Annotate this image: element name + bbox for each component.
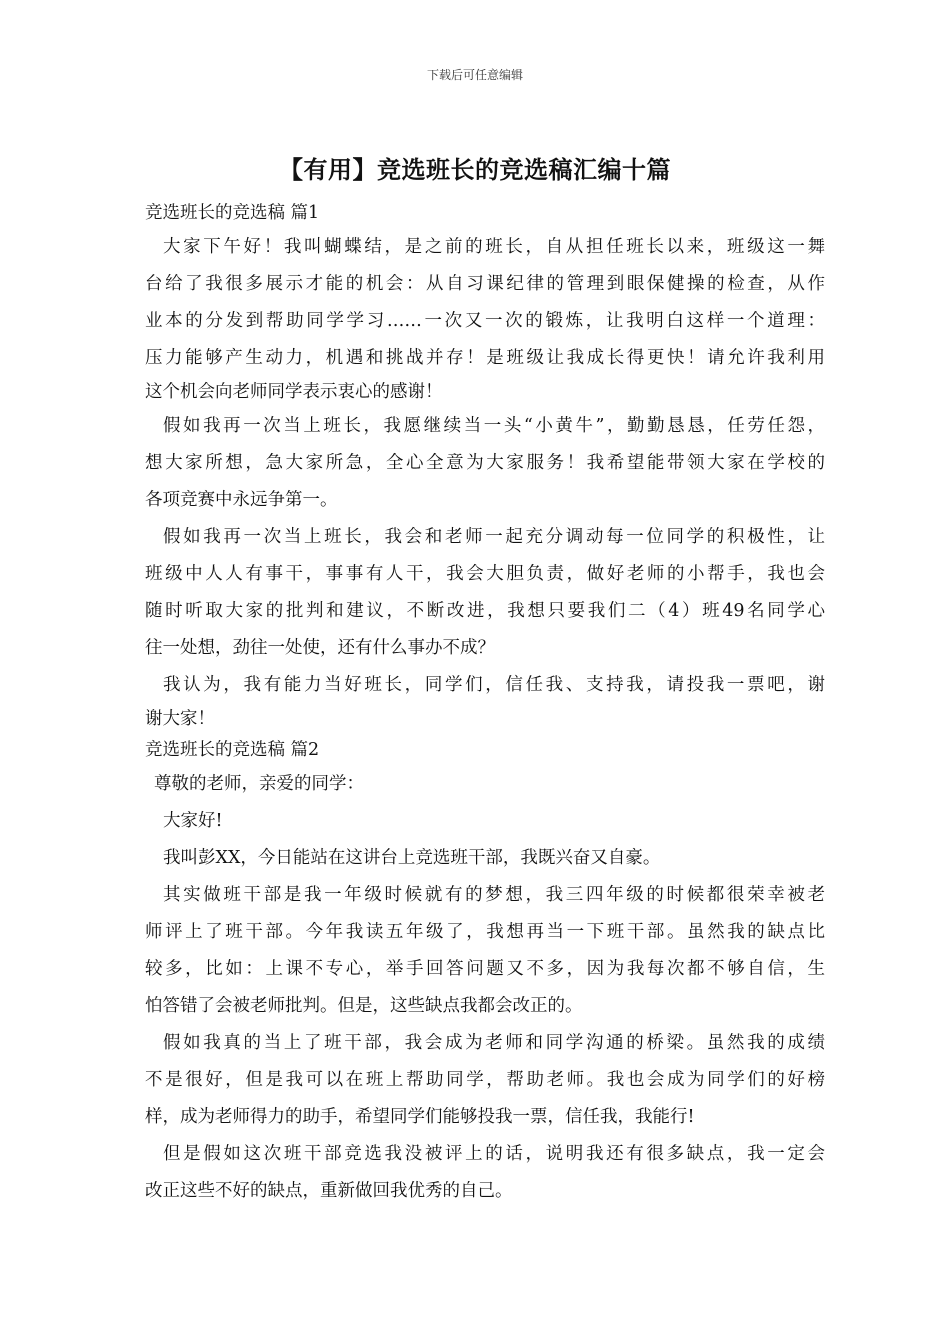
text-line: 其实做班干部是我一年级时候就有的梦想，我三四年级的时候都很荣幸被老 [163, 885, 825, 905]
text-line: 不是很好，但是我可以在班上帮助同学，帮助老师。我也会成为同学们的好榜 [145, 1070, 825, 1090]
document-body [145, 198, 825, 1210]
text-line: 但是假如这次班干部竞选我没被评上的话，说明我还有很多缺点，我一定会 [163, 1144, 825, 1164]
text-line: 师评上了班干部。今年我读五年级了，我想再当一下班干部。虽然我的缺点比 [145, 922, 825, 942]
text-line: 各项竞赛中永远争第一。 [145, 490, 338, 510]
text-line: 班级中人人有事干，事事有人干，我会大胆负责，做好老师的小帮手，我也会 [145, 564, 825, 584]
text-line: 业本的分发到帮助同学学习……一次又一次的锻炼，让我明白这样一个道理： [145, 311, 825, 331]
text-line: 尊敬的老师，亲爱的同学： [154, 774, 364, 794]
text-line: 台给了我很多展示才能的机会：从自习课纪律的管理到眼保健操的检查，从作 [145, 274, 825, 294]
text-line: 往一处想，劲往一处使，还有什么事办不成？ [145, 638, 495, 658]
text-line: 假如我再一次当上班长，我愿继续当一头“小黄牛”，勤勤恳恳，任劳任怨， [163, 416, 825, 436]
text-line: 假如我真的当上了班干部，我会成为老师和同学沟通的桥梁。虽然我的成绩 [163, 1033, 825, 1053]
text-line: 这个机会向老师同学表示衷心的感谢！ [145, 382, 443, 402]
text-line: 我叫彭XX，今日能站在这讲台上竞选班干部，我既兴奋又自豪。 [163, 848, 661, 868]
text-line: 大家好! [163, 811, 223, 831]
text-line: 想大家所想，急大家所急，全心全意为大家服务！我希望能带领大家在学校的 [145, 453, 825, 473]
text-line: 假如我再一次当上班长，我会和老师一起充分调动每一位同学的积极性，让 [163, 527, 825, 547]
text-line: 怕答错了会被老师批判。但是，这些缺点我都会改正的。 [145, 996, 583, 1016]
document-title: 【有用】竞选班长的竞选稿汇编十篇 [279, 156, 671, 184]
page-header-note: 下载后可任意编辑 [426, 68, 523, 82]
text-line: 我认为，我有能力当好班长，同学们，信任我、支持我，请投我一票吧，谢 [163, 675, 825, 695]
text-line: 随时听取大家的批判和建议，不断改进，我想只要我们二（4）班49名同学心 [145, 601, 825, 621]
text-line: 压力能够产生动力，机遇和挑战并存！是班级让我成长得更快！请允许我利用 [145, 348, 825, 368]
text-line: 样，成为老师得力的助手，希望同学们能够投我一票，信任我，我能行! [145, 1107, 695, 1127]
section-heading: 竞选班长的竞选稿 篇1 [145, 203, 320, 223]
text-line: 谢大家！ [145, 709, 215, 729]
section-heading: 竞选班长的竞选稿 篇2 [145, 740, 320, 760]
text-line: 大家下午好！我叫蝴蝶结，是之前的班长，自从担任班长以来，班级这一舞 [163, 237, 825, 257]
text-line: 改正这些不好的缺点，重新做回我优秀的自己。 [145, 1181, 513, 1201]
text-line: 较多，比如：上课不专心，举手回答问题又不多，因为我每次都不够自信，生 [145, 959, 825, 979]
